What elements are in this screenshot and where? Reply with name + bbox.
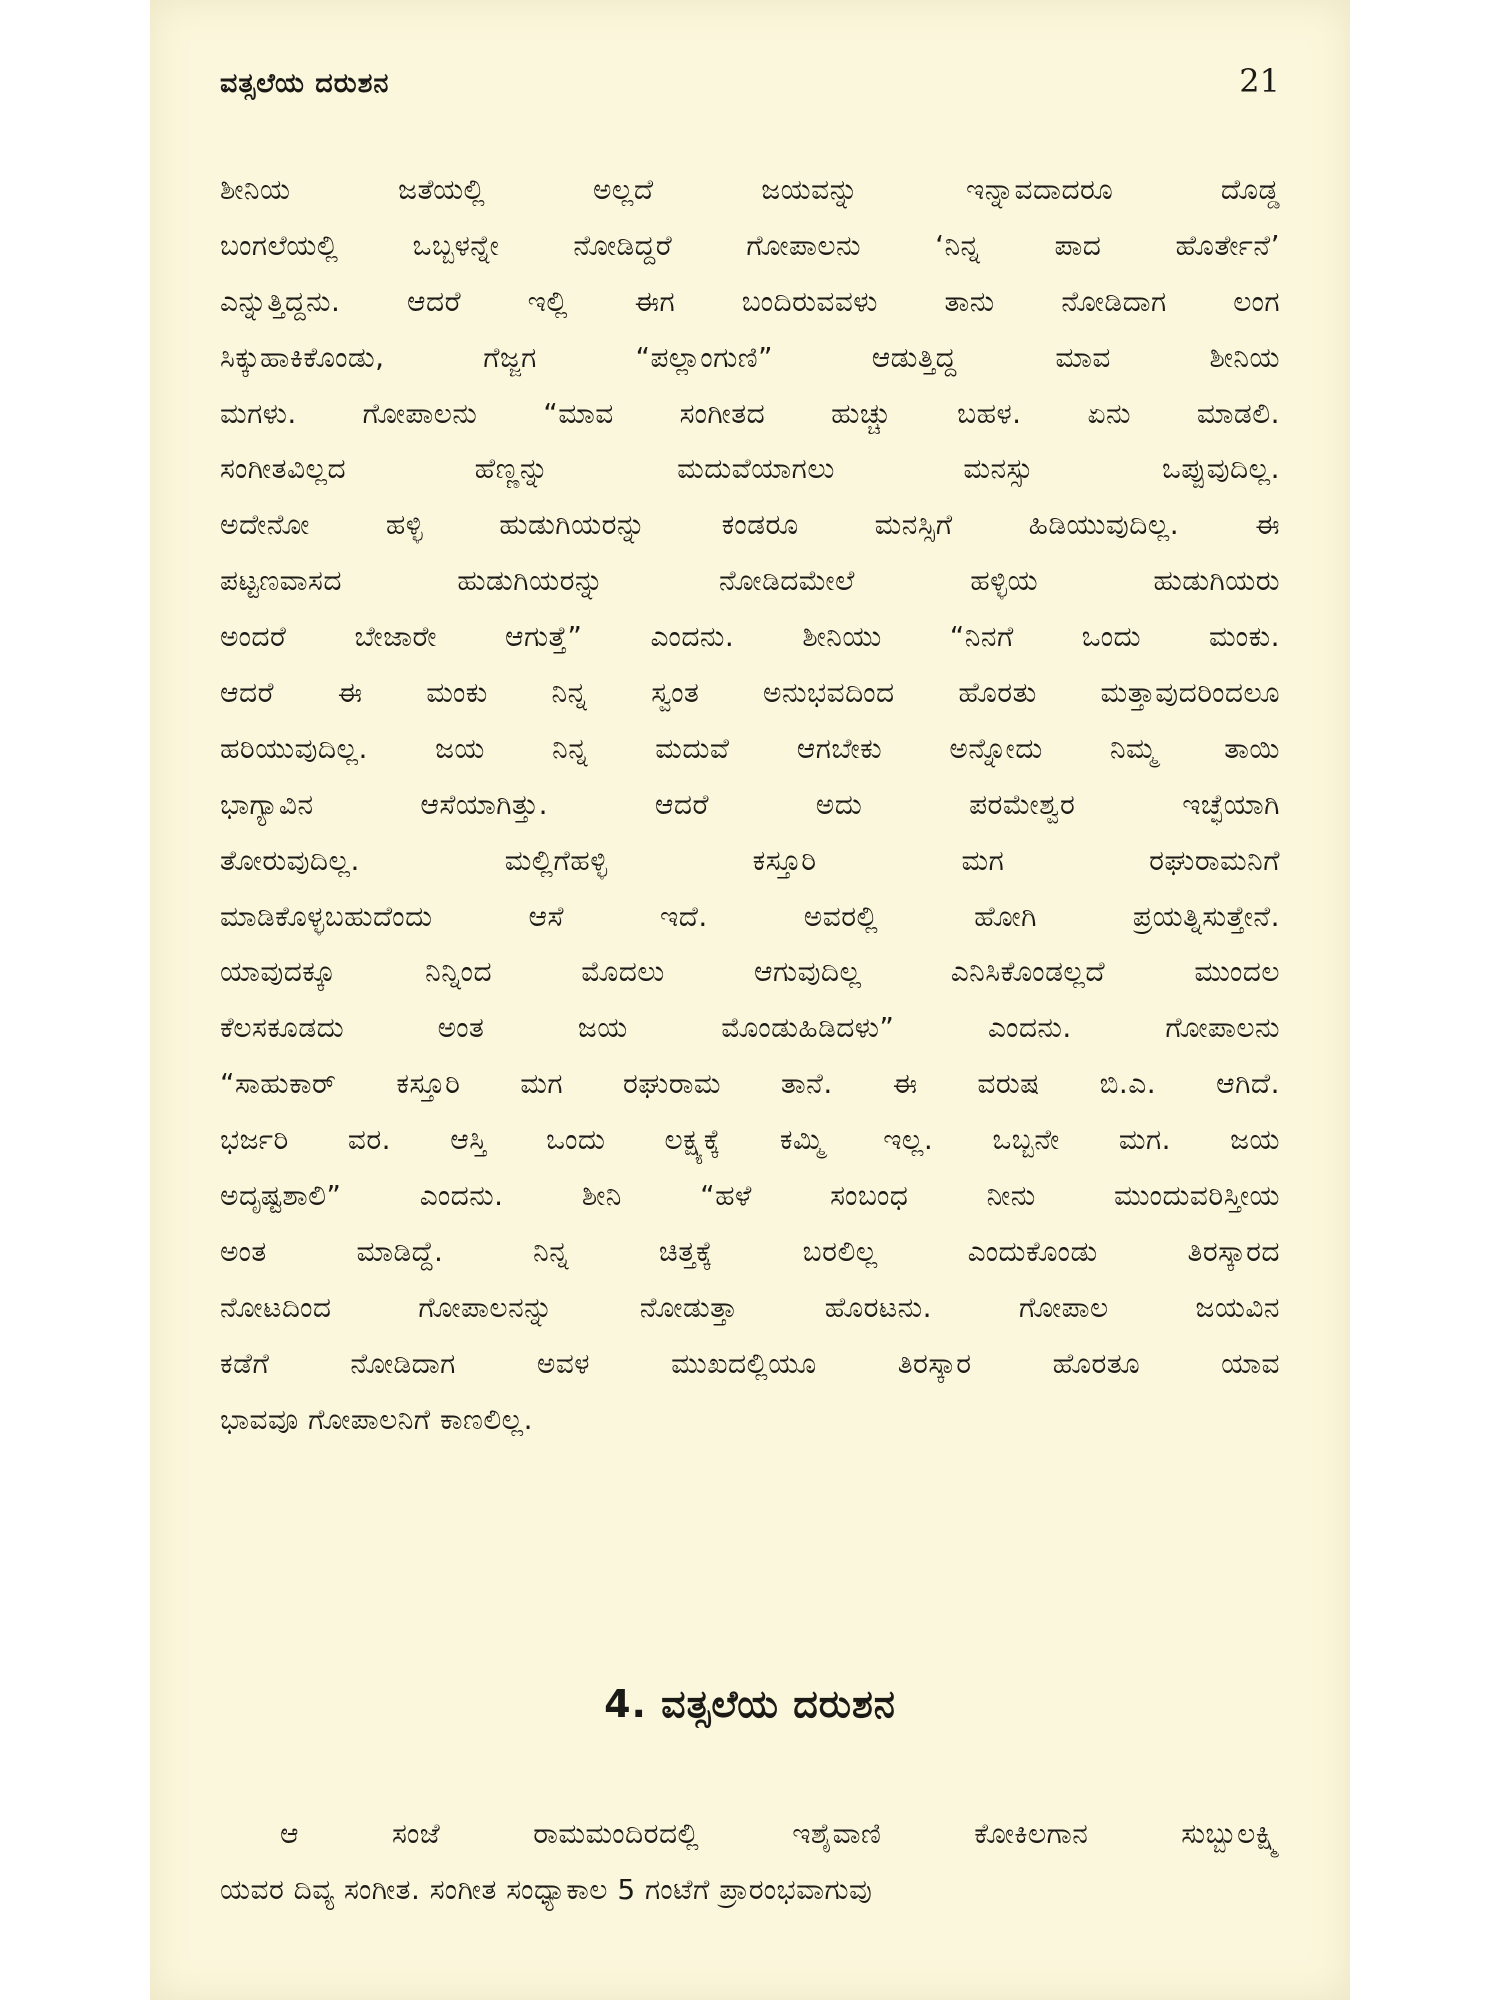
text-line: ಕಡೆಗೆ ನೋಡಿದಾಗ ಅವಳ ಮುಖದಲ್ಲಿಯೂ ತಿರಸ್ಕಾರ ಹೊರತೂ ಯಾವ: [220, 1346, 1280, 1380]
text-line: ಹರಿಯುವುದಿಲ್ಲ. ಜಯ ನಿನ್ನ ಮದುವೆ ಆಗಬೇಕು ಅನ್ನೋದು ನಿಮ್ಮ ತಾಯಿ: [220, 731, 1280, 765]
text-line: ಆ ಸಂಜೆ ರಾಮಮಂದಿರದಲ್ಲಿ ಇಶೈವಾಣಿ ಕೋಕಿಲಗಾನ ಸುಬ್ಬುಲಕ್ಷ್ಮಿ: [280, 1817, 1280, 1850]
text-line: “ಸಾಹುಕಾರ್ ಕಸ್ತೂರಿ ಮಗ ರಘುರಾಮ ತಾನೆ. ಈ ವರುಷ ಬಿ.ಎ. ಆಗಿದೆ.: [220, 1067, 1280, 1101]
text-line: ನೋಟದಿಂದ ಗೋಪಾಲನನ್ನು ನೋಡುತ್ತಾ ಹೊರಟನು. ಗೋಪಾಲ ಜಯವಿನ: [220, 1290, 1280, 1324]
chapter-heading: 4. ವತ್ಸಲೆಯ ದರುಶನ: [604, 1682, 896, 1726]
page-number: 21: [1239, 62, 1280, 100]
text-line: ಅದೇನೋ ಹಳ್ಳಿ ಹುಡುಗಿಯರನ್ನು ಕಂಡರೂ ಮನಸ್ಸಿಗೆ ಹಿಡಿಯುವುದಿಲ್ಲ. ಈ: [220, 508, 1280, 542]
text-line: ಪಟ್ಟಣವಾಸದ ಹುಡುಗಿಯರನ್ನು ನೋಡಿದಮೇಲೆ ಹಳ್ಳಿಯ ಹುಡುಗಿಯರು: [220, 564, 1280, 598]
running-title: ವತ್ಸಲೆಯ ದರುಶನ: [220, 68, 390, 99]
text-line: ಮಾಡಿಕೊಳ್ಳಬಹುದೆಂದು ಆಸೆ ಇದೆ. ಅವರಲ್ಲಿ ಹೋಗಿ ಪ್ರಯತ್ನಿಸುತ್ತೇನೆ.: [220, 899, 1280, 933]
text-line: ಸಂಗೀತವಿಲ್ಲದ ಹೆಣ್ಣನ್ನು ಮದುವೆಯಾಗಲು ಮನಸ್ಸು ಒಪ್ಪುವುದಿಲ್ಲ.: [220, 452, 1280, 486]
chapter-opening-paragraph: [220, 1806, 1280, 1918]
text-line: ಸಿಕ್ಕುಹಾಕಿಕೊಂಡು, ಗೆಜ್ಜಗ “ಪಲ್ಲಾಂಗುಣಿ” ಆಡುತ್ತಿದ್ದ ಮಾವ ಶೀನಿಯ: [220, 340, 1280, 374]
text-line: ಯವರ ದಿವ್ಯ ಸಂಗೀತ. ಸಂಗೀತ ಸಂಧ್ಯಾಕಾಲ 5 ಗಂಟೆಗೆ ಪ್ರಾರಂಭವಾಗುವು: [220, 1872, 873, 1906]
running-header: [220, 62, 1280, 112]
text-line: ಕೆಲಸಕೂಡದು ಅಂತ ಜಯ ಮೊಂಡುಹಿಡಿದಳು” ಎಂದನು. ಗೋಪಾಲನು: [220, 1011, 1280, 1045]
text-line: ಅಂದರೆ ಬೇಜಾರೇ ಆಗುತ್ತೆ” ಎಂದನು. ಶೀನಿಯು “ನಿನಗೆ ಒಂದು ಮಂಕು.: [220, 620, 1280, 654]
book-page: [150, 0, 1350, 2000]
text-line: ಭಾಗ್ಯಾವಿನ ಆಸೆಯಾಗಿತ್ತು. ಆದರೆ ಅದು ಪರಮೇಶ್ವರ ಇಚ್ಛೆಯಾಗಿ: [220, 787, 1280, 821]
text-line: ಅಂತ ಮಾಡಿದ್ದೆ. ನಿನ್ನ ಚಿತ್ತಕ್ಕೆ ಬರಲಿಲ್ಲ ಎಂದುಕೊಂಡು ತಿರಸ್ಕಾರದ: [220, 1234, 1280, 1268]
text-line: ಭರ್ಜರಿ ವರ. ಆಸ್ತಿ ಒಂದು ಲಕ್ಷ್ಯಕ್ಕೆ ಕಮ್ಮಿ ಇಲ್ಲ. ಒಬ್ಬನೇ ಮಗ. ಜಯ: [220, 1123, 1280, 1157]
text-line: ಯಾವುದಕ್ಕೂ ನಿನ್ನಿಂದ ಮೊದಲು ಆಗುವುದಿಲ್ಲ ಎನಿಸಿಕೊಂಡಲ್ಲದೆ ಮುಂದಲ: [220, 955, 1280, 989]
text-line: ಬಂಗಲೆಯಲ್ಲಿ ಒಬ್ಬಳನ್ನೇ ನೋಡಿದ್ದರೆ ಗೋಪಾಲನು ‘ನಿನ್ನ ಪಾದ ಹೊರ್ತೇನೆ’: [220, 228, 1280, 262]
text-line: ಆದರೆ ಈ ಮಂಕು ನಿನ್ನ ಸ್ವಂತ ಅನುಭವದಿಂದ ಹೊರತು ಮತ್ತಾವುದರಿಂದಲೂ: [220, 676, 1280, 710]
text-line: ಭಾವವೂ ಗೋಪಾಲನಿಗೆ ಕಾಣಲಿಲ್ಲ.: [220, 1402, 534, 1436]
body-paragraph: [220, 162, 1280, 1447]
text-line: ಶೀನಿಯ ಜತೆಯಲ್ಲಿ ಅಲ್ಲದೆ ಜಯವನ್ನು ಇನ್ನಾವದಾದರೂ ದೊಡ್ಡ: [220, 173, 1280, 206]
text-line: ಮಗಳು. ಗೋಪಾಲನು “ಮಾವ ಸಂಗೀತದ ಹುಚ್ಚು ಬಹಳ. ಏನು ಮಾಡಲಿ.: [220, 396, 1280, 430]
text-line: ಎನ್ನುತ್ತಿದ್ದನು. ಆದರೆ ಇಲ್ಲಿ ಈಗ ಬಂದಿರುವವಳು ತಾನು ನೋಡಿದಾಗ ಲಂಗ: [220, 284, 1280, 318]
text-line: ತೋರುವುದಿಲ್ಲ. ಮಲ್ಲಿಗೆಹಳ್ಳಿ ಕಸ್ತೂರಿ ಮಗ ರಘುರಾಮನಿಗೆ: [220, 843, 1280, 877]
text-line: ಅದೃಷ್ಟಶಾಲಿ” ಎಂದನು. ಶೀನಿ “ಹಳೆ ಸಂಬಂಧ ನೀನು ಮುಂದುವರಿಸ್ತೀಯ: [220, 1179, 1280, 1213]
